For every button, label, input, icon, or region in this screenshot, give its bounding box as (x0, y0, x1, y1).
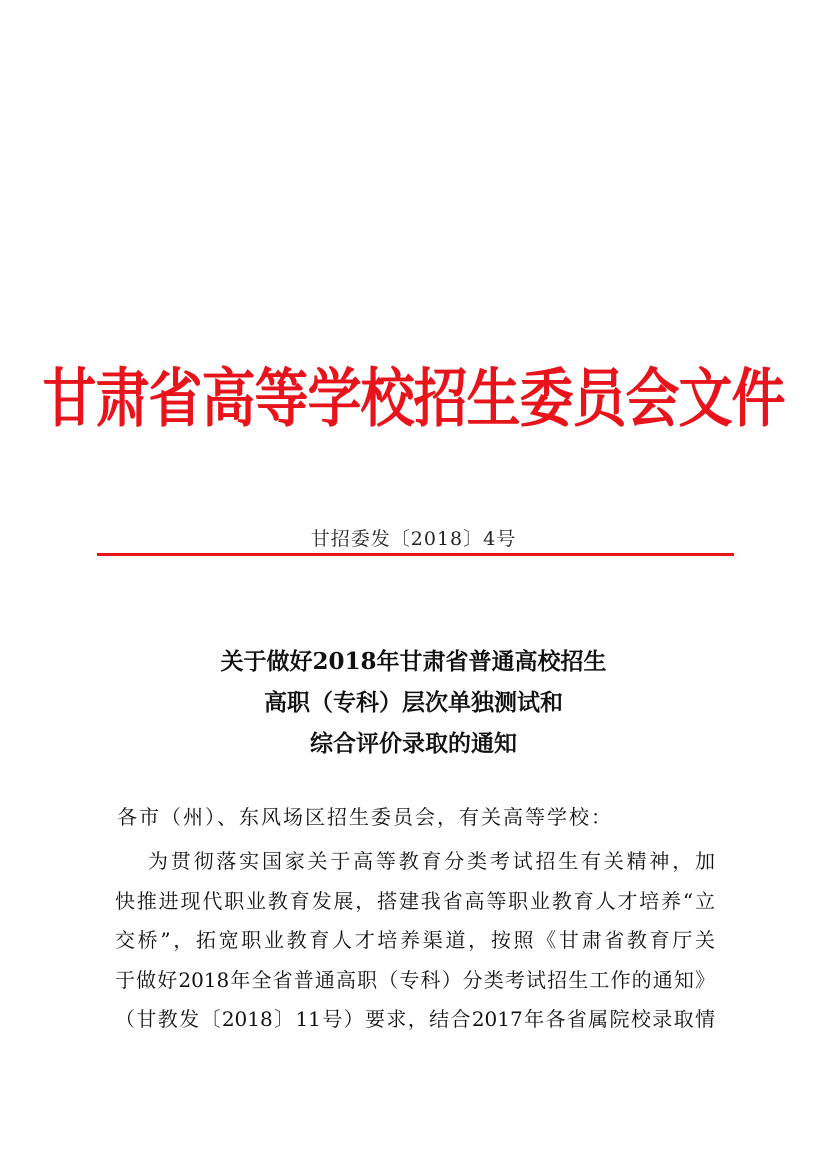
red-separator-line (97, 553, 734, 556)
body-line-5: （甘教发〔2018〕11号）要求，结合2017年各省属院校录取情 (115, 1007, 715, 1031)
issuing-authority-title: 甘肃省高等学校招生委员会文件 (42, 361, 785, 436)
body-line-3: 交桥”，拓宽职业教育人才培养渠道，按照《甘肃省教育厅关 (115, 928, 715, 952)
notice-title-line-1: 关于做好2018年甘肃省普通高校招生 (220, 648, 607, 675)
notice-title-line-2: 高职（专科）层次单独测试和 (264, 689, 563, 716)
notice-title-line-3: 综合评价录取的通知 (310, 730, 517, 757)
body-line-2: 快推进现代职业教育发展，搭建我省高等职业教育人才培养“立 (115, 888, 715, 913)
document-number: 甘招委发〔2018〕4号 (310, 528, 517, 550)
body-line-4: 于做好2018年全省普通高职（专科）分类考试招生工作的通知》 (115, 967, 715, 992)
body-line-1: 为贯彻落实国家关于高等教育分类考试招生有关精神，加 (148, 849, 715, 873)
salutation: 各市（州）、东风场区招生委员会，有关高等学校： (117, 805, 613, 829)
notice-title (0, 641, 827, 764)
body-paragraph (115, 842, 715, 1040)
